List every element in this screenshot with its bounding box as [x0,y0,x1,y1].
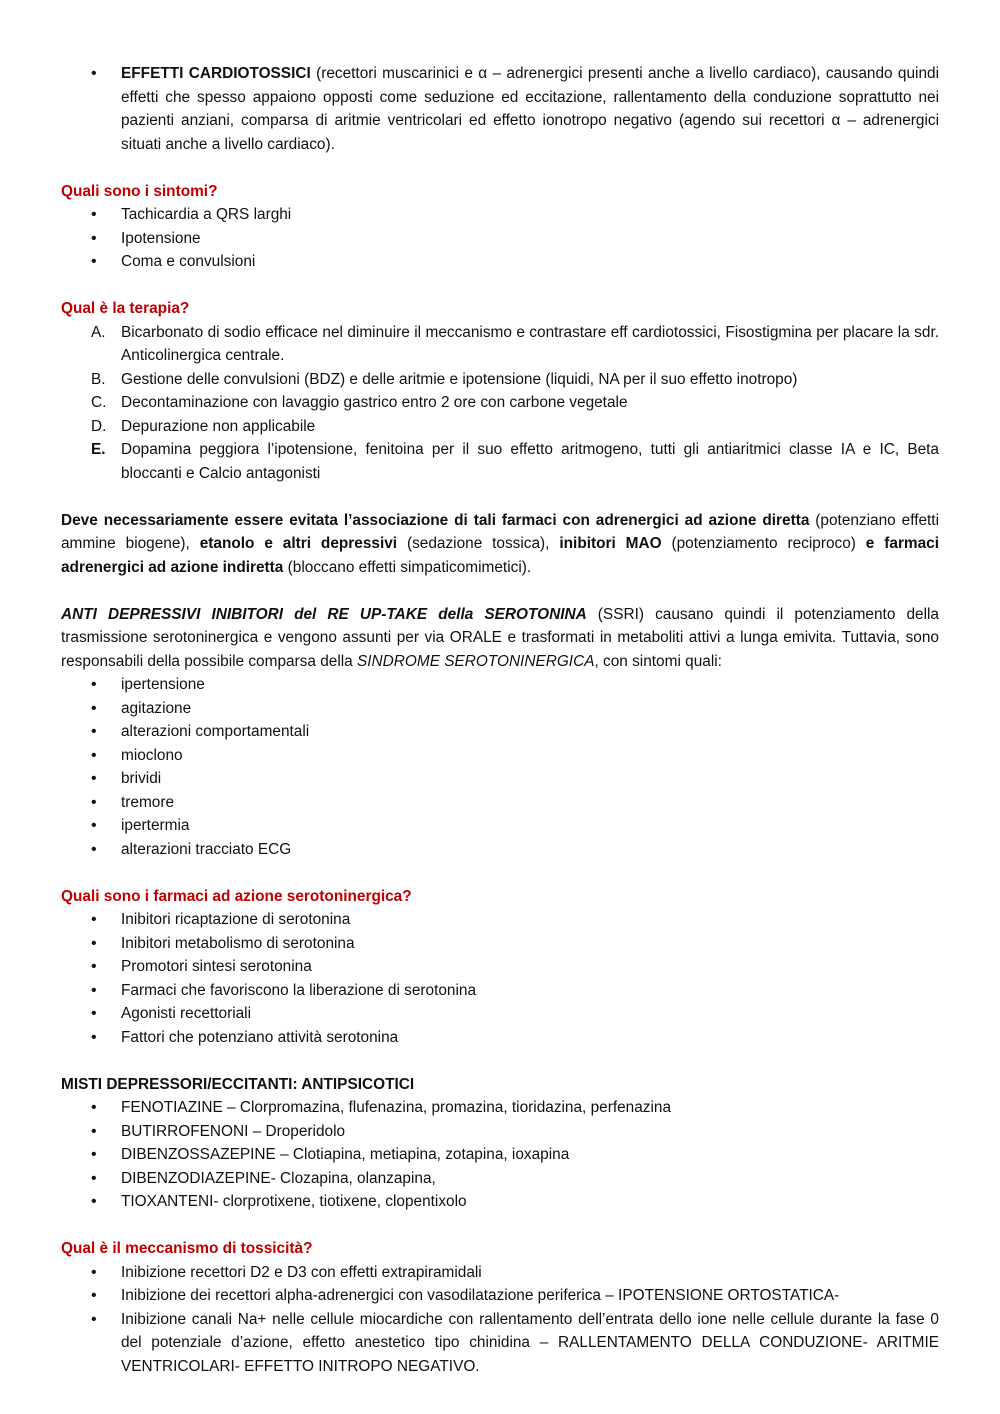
antipsychotics-list [61,1096,939,1214]
list-item: • Inibizione recettori D2 e D3 con effetti extrapiramidali [61,1261,939,1285]
section-heading-terapia: Qual è la terapia? [61,300,190,317]
term-description: (recettori muscarinici e α – adrenergici presenti anche a livello cardiaco), causando quindi effetti che spesso appaiono opposti come seduzione ed eccitazione, rallentamento della conduzione soprattutto nei pazienti anziani, comparsa di aritmie ventricolari ed effetto ionotropo negativo (agendo sui recettori α – adrenergici situati anche a livello cardiaco). [121,65,940,153]
list-item: • Farmaci che favoriscono la liberazione di serotonina [61,979,939,1003]
list-item: • ipertermia [61,814,939,838]
plain-text: , con sintomi quali: [594,652,722,670]
plain-text: (sedazione tossica), [397,535,560,552]
plain-text: (potenziamento reciproco) [661,535,866,552]
list-item-text: Decontaminazione con lavaggio gastrico entro 2 ore con carbone vegetale [121,394,628,411]
toxicity-mechanism-list [61,1261,939,1379]
ssri-symptoms-list [61,673,939,861]
section-heading-farmaci-serotoninergici: Quali sono i farmaci ad azione serotoninergica? [61,887,412,905]
list-item: • tremore [61,791,939,815]
list-item [61,415,939,439]
plain-text: (potenziano effetti ammine biogene), [61,511,939,552]
list-item: • DIBENZODIAZEPINE- Clozapina, olanzapina, [61,1167,939,1191]
list-item: • brividi [61,767,939,791]
list-item: • BUTIRROFENONI – Droperidolo [61,1120,939,1144]
bold-text: etanolo e altri depressivi [199,535,398,552]
list-item: • Ipotensione [61,227,939,251]
ssri-title: ANTI DEPRESSIVI INIBITORI del RE UP-TAKE della SEROTONINA [61,605,587,623]
list-item-text: Gestione delle convulsioni (BDZ) e delle aritmie e ipotensione (liquidi, NA per il suo effetto inotropo) [121,370,798,388]
list-item: • TIOXANTENI- clorprotixene, tiotixene, clopentixolo [61,1190,939,1214]
list-item [61,62,939,156]
list-item: • Tachicardia a QRS larghi [61,203,939,227]
syndrome-name: SINDROME SEROTONINERGICA [357,652,595,670]
list-item: • ipertensione [61,673,939,697]
list-item: • Promotori sintesi serotonina [61,955,939,979]
list-item [61,321,939,368]
list-item: • Fattori che potenziano attività serotonina [61,1026,939,1050]
list-item [61,368,939,392]
list-item: • Agonisti recettoriali [61,1002,939,1026]
list-item [61,438,939,485]
cardiotoxic-effects-list [61,62,939,156]
plain-text: (bloccano effetti simpaticomimetici). [283,558,532,576]
list-item [61,391,939,415]
terapia-list [61,321,939,486]
list-item-text: Depurazione non applicabile [121,417,316,435]
section-heading-meccanismo: Qual è il meccanismo di tossicità? [61,1240,313,1257]
list-marker: C. [91,394,107,411]
list-item-text: Bicarbonato di sodio efficace nel diminuire il meccanismo e contrastare eff cardiotossici, Fisostigmina per placare la sdr. Anticolinergica centrale. [121,323,939,364]
serotonergic-drugs-list [61,908,939,1049]
bold-text: inibitori MAO [559,535,662,552]
list-item: • Coma e convulsioni [61,250,939,274]
document-body [61,62,939,1378]
section-heading-antipsicotici: MISTI DEPRESSORI/ECCITANTI: ANTIPSICOTICI [61,1075,415,1093]
list-item: • Inibitori ricaptazione di serotonina [61,908,939,932]
list-item: • Inibitori metabolismo di serotonina [61,932,939,956]
list-item-text: Dopamina peggiora l’ipotensione, fenitoina per il suo effetto aritmogeno, tutti gli antiaritmici classe IA e IC, Beta bloccanti e Calcio antagonisti [121,441,939,482]
sintomi-list [61,203,939,274]
bold-text: Deve necessariamente essere evitata l’associazione di tali farmaci con adrenergici ad azione diretta [61,511,810,529]
list-marker: B. [91,370,106,388]
list-marker: A. [91,323,106,341]
list-item: • Inibizione dei recettori alpha-adrenergici con vasodilatazione periferica – IPOTENSIONE ORTOSTATICA- [61,1284,939,1308]
list-item: • FENOTIAZINE – Clorpromazina, flufenazina, promazina, tioridazina, perfenazina [61,1096,939,1120]
term-bold: EFFETTI CARDIOTOSSICI [121,65,311,82]
list-item: • mioclono [61,744,939,768]
list-item: • Inibizione canali Na+ nelle cellule miocardiche con rallentamento dell’entrata dello ione nelle cellule durante la fase 0 del potenziale d’azione, effetto anestetico tipo chinidina – RALLENTAMENTO DELLA CONDUZIONE- ARITMIE VENTRICOLARI- EFFETTO INITROPO NEGATIVO. [61,1308,939,1379]
list-marker: D. [91,417,107,435]
list-marker: E. [91,441,106,458]
ssri-paragraph [61,603,939,674]
plain-text: (SSRI) causano quindi il potenziamento della trasmissione serotoninergica e vengono assunti per via ORALE e trasformati in metaboliti attivi a lunga emivita. Tuttavia, sono responsabili della possibile comparsa della [61,605,939,670]
avoid-associations-paragraph [61,509,939,580]
list-item: • DIBENZOSSAZEPINE – Clotiapina, metiapina, zotapina, ioxapina [61,1143,939,1167]
list-item: • alterazioni comportamentali [61,720,939,744]
section-heading-sintomi: Quali sono i sintomi? [61,182,218,200]
list-item: • alterazioni tracciato ECG [61,838,939,862]
list-item: • agitazione [61,697,939,721]
bold-text: e farmaci adrenergici ad azione indiretta [61,535,940,576]
